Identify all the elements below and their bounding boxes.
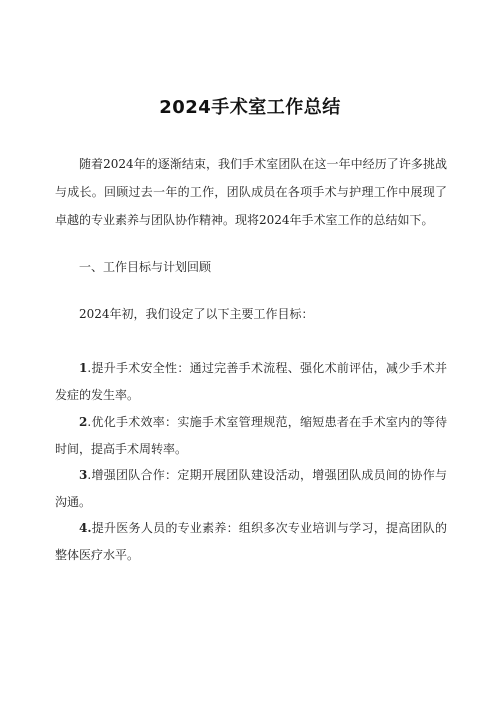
goal-item-text: .优化手术效率：实施手术室管理规范，缩短患者在手术室内的等待时间，提高手术周转率。 — [55, 415, 447, 456]
goal-item-4 — [55, 515, 447, 569]
section-heading: 一、工作目标与计划回顾 — [79, 260, 212, 274]
goal-item-text: 提升医务人员的专业素养：组织多次专业培训与学习，提高团队的整体医疗水平。 — [55, 521, 447, 562]
goal-item-number: 2 — [79, 415, 88, 429]
goal-item-1 — [55, 355, 447, 409]
document-title: 2024手术室工作总结 — [159, 97, 341, 118]
goal-item-text: .增强团队合作：定期开展团队建设活动，增强团队成员间的协作与沟通。 — [55, 468, 447, 509]
goal-item-number: 4. — [79, 521, 92, 535]
goals-lead-paragraph: 2024年初，我们设定了以下主要工作目标： — [79, 307, 314, 321]
intro-paragraph: 随着2024年的逐渐结束，我们手术室团队在这一年中经历了许多挑战与成长。回顾过去一年的工作，团队成员在各项手术与护理工作中展现了卓越的专业素养与团队协作精神。现将2024年手术室工作的总结如下。 — [55, 157, 447, 227]
goal-item-number: 3 — [79, 468, 88, 482]
goal-item-2 — [55, 409, 447, 463]
goal-item-text: .提升手术安全性：通过完善手术流程、强化术前评估，减少手术并发症的发生率。 — [55, 361, 447, 402]
goal-item-number: 1 — [79, 361, 88, 375]
goal-item-3 — [55, 462, 447, 516]
